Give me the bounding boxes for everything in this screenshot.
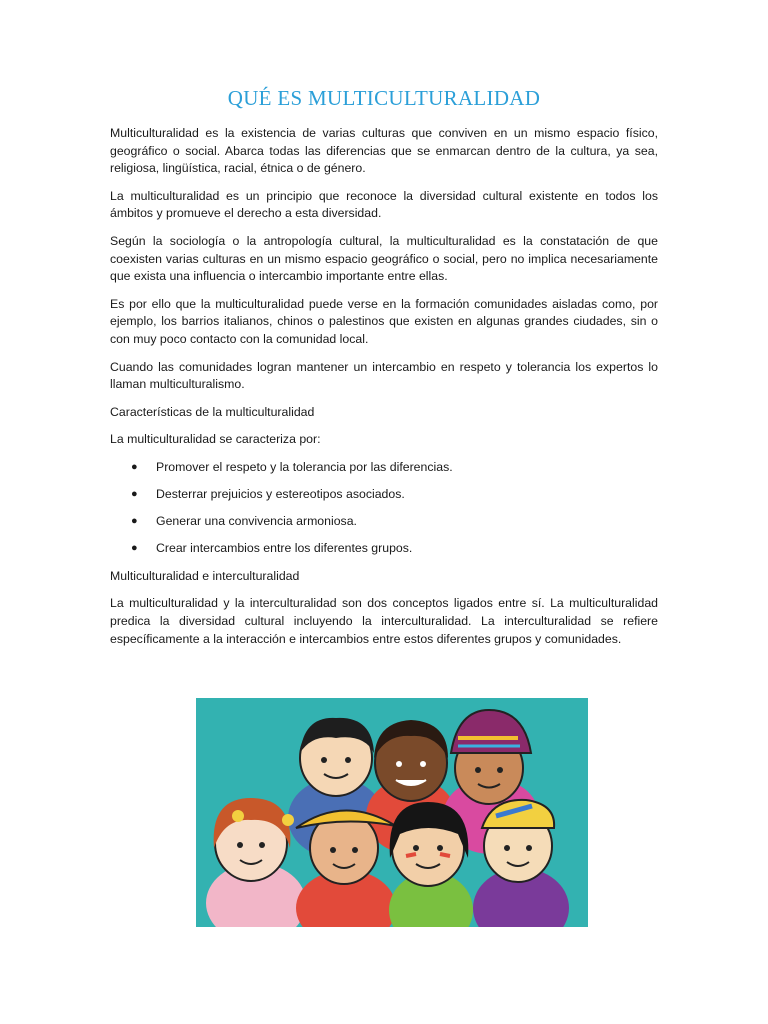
list-item (110, 513, 658, 531)
list-item-text: Crear intercambios entre los diferentes grupos. (156, 541, 413, 556)
paragraph-communities: Es por ello que la multiculturalidad puede verse en la formación comunidades aisladas como, por ejemplo, los barrios italianos, chinos o palestinos que existen en algunas grandes ciudades, sin o con muy poco contacto con la comunidad local. (110, 296, 658, 346)
list-item (110, 540, 658, 558)
bullet-icon: ● (131, 488, 138, 500)
heading-interculturality: Multiculturalidad e interculturalidad (110, 568, 300, 583)
children-illustration (196, 698, 596, 927)
document-page (110, 86, 658, 658)
characteristics-list (110, 459, 658, 558)
paragraph-definition: Multiculturalidad es la existencia de varias culturas que conviven en un mismo espacio físico, geográfico o social. Abarca todas las diferencias que se enmarcan dentro de la cultura, ya sea, religiosa, lingüística, racial, étnica o de género. (110, 126, 658, 176)
bullet-icon: ● (131, 515, 138, 528)
children-illustration-graphic (196, 698, 596, 927)
list-item-text: Desterrar prejuicios y estereotipos asociados. (156, 487, 405, 501)
page-title: QUÉ ES MULTICULTURALIDAD (227, 86, 541, 110)
paragraph-principle: La multiculturalidad es un principio que reconoce la diversidad cultural existente en todos los ámbitos y promueve el derecho a esta diversidad. (110, 188, 658, 221)
list-item-text: Promover el respeto y la tolerancia por las diferencias. (156, 459, 453, 474)
paragraph-interculturality: La multiculturalidad y la interculturalidad son dos conceptos ligados entre sí. La multiculturalidad predica la diversidad cultural incluyendo la interculturalidad. La interculturalidad se refiere específicamente a la interacción e intercambios entre estos diferentes grupos y comunidades. (110, 596, 658, 646)
list-item (110, 459, 658, 477)
heading-characteristics: Características de la multiculturalidad (110, 404, 315, 419)
paragraph-sociology: Según la sociología o la antropología cultural, la multiculturalidad es la constatación de que coexisten varias culturas en un mismo espacio geográfico o social, pero no implica necesariamente que exista una influencia o intercambio importante entre ellas. (110, 233, 658, 284)
bullet-icon: ● (131, 460, 138, 473)
list-item-text: Generar una convivencia armoniosa. (156, 514, 357, 529)
bullet-icon: ● (131, 542, 138, 555)
list-item (110, 486, 658, 504)
paragraph-multiculturalism: Cuando las comunidades logran mantener un intercambio en respeto y tolerancia los expertos lo llaman multiculturalismo. (110, 359, 658, 392)
list-intro: La multiculturalidad se caracteriza por: (110, 432, 321, 447)
image-credit-strip (588, 698, 596, 927)
